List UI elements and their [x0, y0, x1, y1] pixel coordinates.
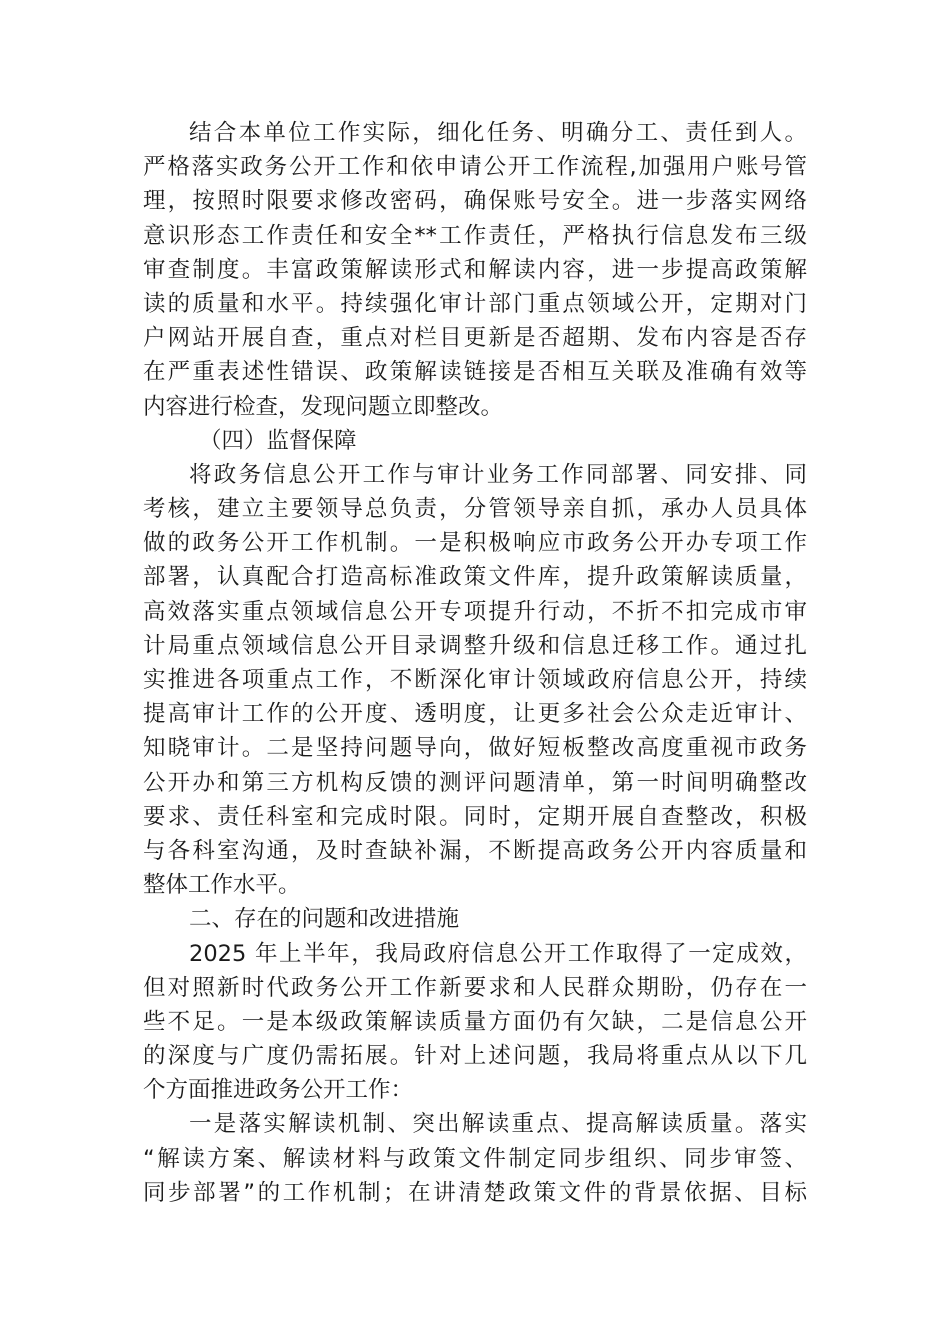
text-line: 知晓审计。二是坚持问题导向，做好短板整改高度重视市政务: [143, 735, 807, 762]
text-line: 理，按照时限要求修改密码，确保账号安全。进一步落实网络: [143, 188, 807, 215]
text-line: 整体工作水平。: [143, 872, 301, 899]
text-line: 将政务信息公开工作与审计业务工作同部署、同安排、同: [189, 461, 807, 488]
text-line: 要求、责任科室和完成时限。同时，定期开展自查整改，积极: [143, 803, 807, 830]
text-line: “解读方案、解读材料与政策文件制定同步组织、同步审签、: [143, 1145, 807, 1172]
text-line: 一是落实解读机制、突出解读重点、提高解读质量。落实: [189, 1111, 807, 1138]
section-heading: [143, 902, 807, 936]
text-line: 些不足。一是本级政策解读质量方面仍有欠缺，二是信息公开: [143, 1008, 807, 1035]
text-line: 个方面推进政务公开工作：: [143, 1077, 414, 1104]
text-line: 公开办和第三方机构反馈的测评问题清单，第一时间明确整改: [143, 769, 807, 796]
section-heading: [143, 424, 807, 458]
text-line: 结合本单位工作实际，细化任务、明确分工、责任到人。: [189, 120, 807, 146]
text-line: 严格落实政务公开工作和依申请公开工作流程,加强用户账号管: [143, 154, 807, 181]
paragraph: [143, 937, 807, 1108]
paragraph: [143, 1107, 807, 1210]
text-line: 部署，认真配合打造高标准政策文件库，提升政策解读质量，: [143, 564, 807, 591]
document-body: [143, 116, 807, 1210]
text-line: 户网站开展自查，重点对栏目更新是否超期、发布内容是否存: [143, 325, 807, 352]
paragraph: [143, 458, 807, 902]
paragraph: [143, 116, 807, 424]
text-line: 计局重点领域信息公开目录调整升级和信息迁移工作。通过扎: [143, 632, 807, 659]
text-line: 与各科室沟通，及时查缺补漏，不断提高政务公开内容质量和: [143, 837, 807, 864]
text-line: 内容进行检查，发现问题立即整改。: [143, 393, 504, 420]
text-line: 提高审计工作的公开度、透明度，让更多社会公众走近审计、: [143, 701, 807, 728]
text-line: 读的质量和水平。持续强化审计部门重点领域公开，定期对门: [143, 290, 807, 317]
text-line: 实推进各项重点工作，不断深化审计领域政府信息公开，持续: [143, 667, 807, 693]
text-line: 同步部署”的工作机制；在讲清楚政策文件的背景依据、目标: [143, 1179, 807, 1206]
heading-text: （四）监督保障: [199, 427, 357, 454]
text-line: 考核，建立主要领导总负责，分管领导亲自抓，承办人员具体: [143, 496, 807, 523]
text-line: 做的政务公开工作机制。一是积极响应市政务公开办专项工作: [143, 530, 807, 557]
text-line: 意识形态工作责任和安全**工作责任，严格执行信息发布三级: [143, 222, 807, 249]
text-line: 但对照新时代政务公开工作新要求和人民群众期盼，仍存在一: [143, 974, 807, 1001]
text-line: 高效落实重点领域信息公开专项提升行动，不折不扣完成市审: [143, 598, 807, 625]
text-line: 的深度与广度仍需拓展。针对上述问题，我局将重点从以下几: [143, 1043, 807, 1070]
heading-text: 二、存在的问题和改进措施: [189, 906, 460, 933]
text-line: 审查制度。丰富政策解读形式和解读内容，进一步提高政策解: [143, 256, 807, 283]
text-line: 在严重表述性错误、政策解读链接是否相互关联及准确有效等: [143, 359, 807, 386]
text-line: 2025 年上半年，我局政府信息公开工作取得了一定成效，: [189, 940, 807, 967]
